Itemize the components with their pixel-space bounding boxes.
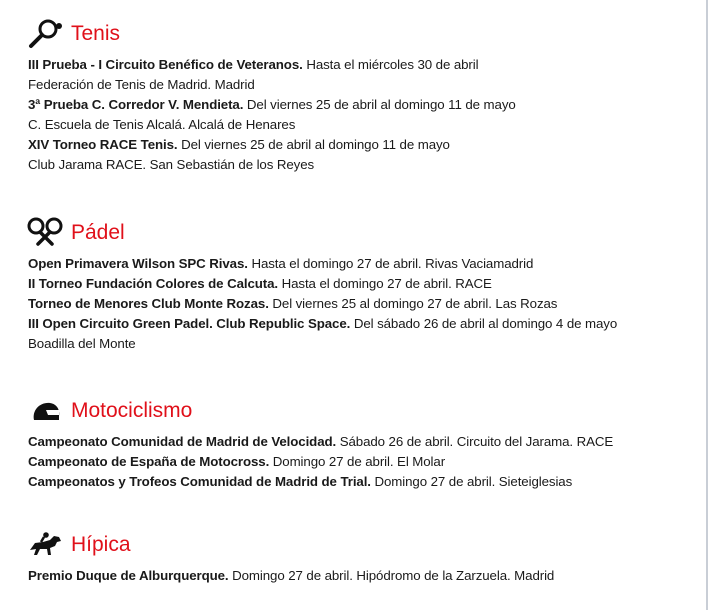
event-detail: Domingo 27 de abril. Sieteiglesias bbox=[370, 474, 573, 489]
event-entry bbox=[28, 55, 700, 75]
event-detail: Hasta el miércoles 30 de abril bbox=[302, 57, 479, 72]
event-venue: C. Escuela de Tenis Alcalá. Alcalá de Henares bbox=[28, 117, 296, 132]
padel-rackets-icon bbox=[26, 216, 64, 250]
section-tenis bbox=[0, 17, 700, 175]
section-title: Pádel bbox=[71, 221, 125, 244]
event-entry bbox=[28, 274, 700, 294]
event-detail: Hasta el domingo 27 de abril. RACE bbox=[278, 276, 492, 291]
event-name: Campeonato Comunidad de Madrid de Velocidad. bbox=[28, 434, 337, 449]
section-title: Motociclismo bbox=[71, 399, 193, 422]
section-title: Tenis bbox=[71, 22, 121, 45]
event-detail: Del viernes 25 de abril al domingo 11 de mayo bbox=[177, 137, 450, 152]
event-entry bbox=[28, 432, 700, 452]
event-name: III Open Circuito Green Padel. Club Republic Space. bbox=[28, 316, 351, 331]
event-name: Campeonatos y Trofeos Comunidad de Madrid de Trial. bbox=[28, 474, 371, 489]
event-name: 3ª Prueba C. Corredor V. Mendieta. bbox=[28, 97, 244, 112]
event-entry bbox=[28, 254, 700, 274]
event-detail: Del viernes 25 al domingo 27 de abril. Las Rozas bbox=[268, 296, 558, 311]
event-detail: Domingo 27 de abril. El Molar bbox=[269, 454, 446, 469]
event-entry bbox=[28, 294, 700, 314]
section-motociclismo bbox=[0, 394, 700, 492]
event-name: Premio Duque de Alburquerque. bbox=[28, 568, 229, 583]
motorcycle-helmet-icon bbox=[26, 394, 64, 428]
event-entry bbox=[28, 314, 700, 334]
event-entry bbox=[28, 452, 700, 472]
event-entry bbox=[28, 135, 700, 155]
event-name: Torneo de Menores Club Monte Rozas. bbox=[28, 296, 269, 311]
event-detail: Domingo 27 de abril. Hipódromo de la Zarzuela. Madrid bbox=[228, 568, 555, 583]
event-detail: Del sábado 26 de abril al domingo 4 de mayo bbox=[350, 316, 618, 331]
event-detail: Sábado 26 de abril. Circuito del Jarama. RACE bbox=[336, 434, 614, 449]
page-edge-rule bbox=[706, 0, 708, 610]
event-detail: Hasta el domingo 27 de abril. Rivas Vaciamadrid bbox=[247, 256, 534, 271]
event-entry bbox=[28, 566, 700, 586]
event-name: XIV Torneo RACE Tenis. bbox=[28, 137, 178, 152]
section-hipica bbox=[0, 528, 700, 586]
event-name: II Torneo Fundación Colores de Calcuta. bbox=[28, 276, 279, 291]
event-name: Open Primavera Wilson SPC Rivas. bbox=[28, 256, 248, 271]
horse-racing-icon bbox=[26, 528, 64, 562]
section-padel bbox=[0, 216, 700, 354]
event-entry bbox=[28, 95, 700, 115]
tennis-racket-icon bbox=[26, 17, 64, 51]
event-detail: Del viernes 25 de abril al domingo 11 de mayo bbox=[243, 97, 516, 112]
event-venue: Club Jarama RACE. San Sebastián de los Reyes bbox=[28, 157, 315, 172]
section-title: Hípica bbox=[71, 533, 131, 556]
event-venue: Federación de Tenis de Madrid. Madrid bbox=[28, 77, 255, 92]
event-venue: Boadilla del Monte bbox=[28, 336, 136, 351]
event-name: III Prueba - I Circuito Benéfico de Veteranos. bbox=[28, 57, 303, 72]
event-entry bbox=[28, 472, 700, 492]
event-name: Campeonato de España de Motocross. bbox=[28, 454, 270, 469]
